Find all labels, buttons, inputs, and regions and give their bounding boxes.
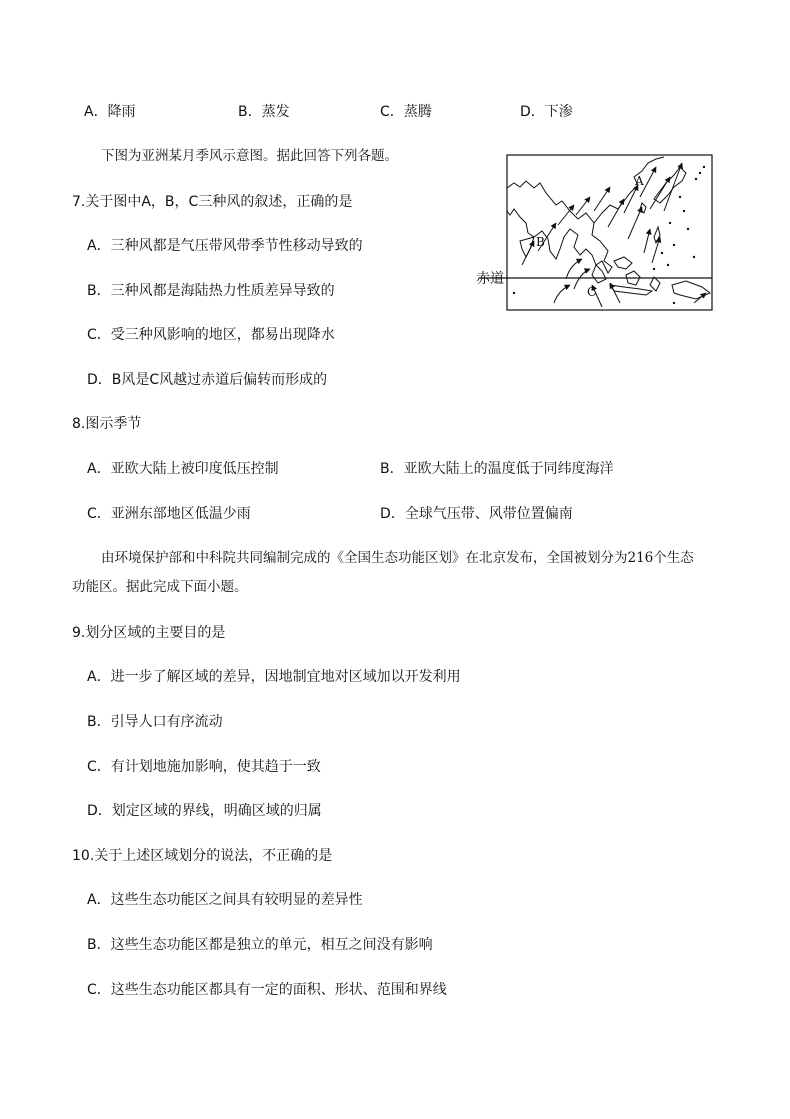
- q8-option-d: D．全球气压带、风带位置偏南: [380, 506, 573, 522]
- option-text: 下渗: [544, 104, 573, 120]
- map-frame: [507, 155, 712, 310]
- intro-eco-line1: 由环境保护部和中科院共同编制完成的《全国生态功能区划》在北京发布，全国被划分为216个生态: [101, 550, 694, 566]
- q10-option-b: B．这些生态功能区都是独立的单元，相互之间没有影响: [87, 937, 433, 953]
- option-text: 蒸发: [261, 104, 290, 120]
- q10-stem: 10.关于上述区域划分的说法，不正确的是: [72, 848, 333, 864]
- option-text: 蒸腾: [403, 104, 432, 120]
- q9-option-c: C．有计划地施加影响，使其趋于一致: [87, 759, 321, 775]
- q6-option-c: [380, 103, 432, 121]
- q9-option-d: D．划定区域的界线，明确区域的归属: [87, 803, 322, 819]
- q6-option-d: [520, 103, 573, 121]
- q10-option-a: A．这些生态功能区之间具有较明显的差异性: [87, 892, 363, 908]
- wind-label-a: A: [635, 174, 644, 188]
- q7-option-c: C．受三种风影响的地区，都易出现降水: [87, 327, 335, 343]
- q8-stem: 8.图示季节: [72, 416, 142, 432]
- option-text: 降雨: [107, 104, 136, 120]
- intro-monsoon: 下图为亚洲某月季风示意图。据此回答下列各题。: [101, 148, 398, 164]
- q9-option-b: B．引导人口有序流动: [87, 714, 223, 730]
- q9-option-a: A．进一步了解区域的差异，因地制宜地对区域加以开发利用: [87, 669, 461, 685]
- q8-option-b: B．亚欧大陆上的温度低于同纬度海洋: [380, 461, 614, 477]
- q6-option-b: [238, 103, 290, 121]
- option-letter: A．: [84, 104, 108, 120]
- wind-label-c: C: [587, 285, 597, 299]
- q6-option-a: [84, 103, 136, 121]
- q7-option-b: B．三种风都是海陆热力性质差异导致的: [87, 283, 335, 299]
- option-letter: D．: [520, 104, 545, 120]
- intro-eco-line2: 功能区。据此完成下面小题。: [72, 579, 248, 595]
- option-letter: C．: [380, 104, 404, 120]
- equator-label: 赤道: [476, 271, 504, 287]
- q9-stem: 9.划分区域的主要目的是: [72, 625, 226, 641]
- q10-option-c: C．这些生态功能区都具有一定的面积、形状、范围和界线: [87, 982, 447, 998]
- q8-option-a: A．亚欧大陆上被印度低压控制: [87, 461, 279, 477]
- q8-option-c: C．亚洲东部地区低温少雨: [87, 506, 251, 522]
- q7-option-d: D．B风是C风越过赤道后偏转而形成的: [87, 372, 328, 388]
- option-letter: B．: [238, 104, 262, 120]
- q7-stem: 7.关于图中A，B，C三种风的叙述，正确的是: [72, 194, 353, 210]
- wind-label-b: B: [536, 235, 545, 249]
- q7-option-a: A．三种风都是气压带风带季节性移动导致的: [87, 238, 363, 254]
- asia-monsoon-map: [474, 153, 714, 313]
